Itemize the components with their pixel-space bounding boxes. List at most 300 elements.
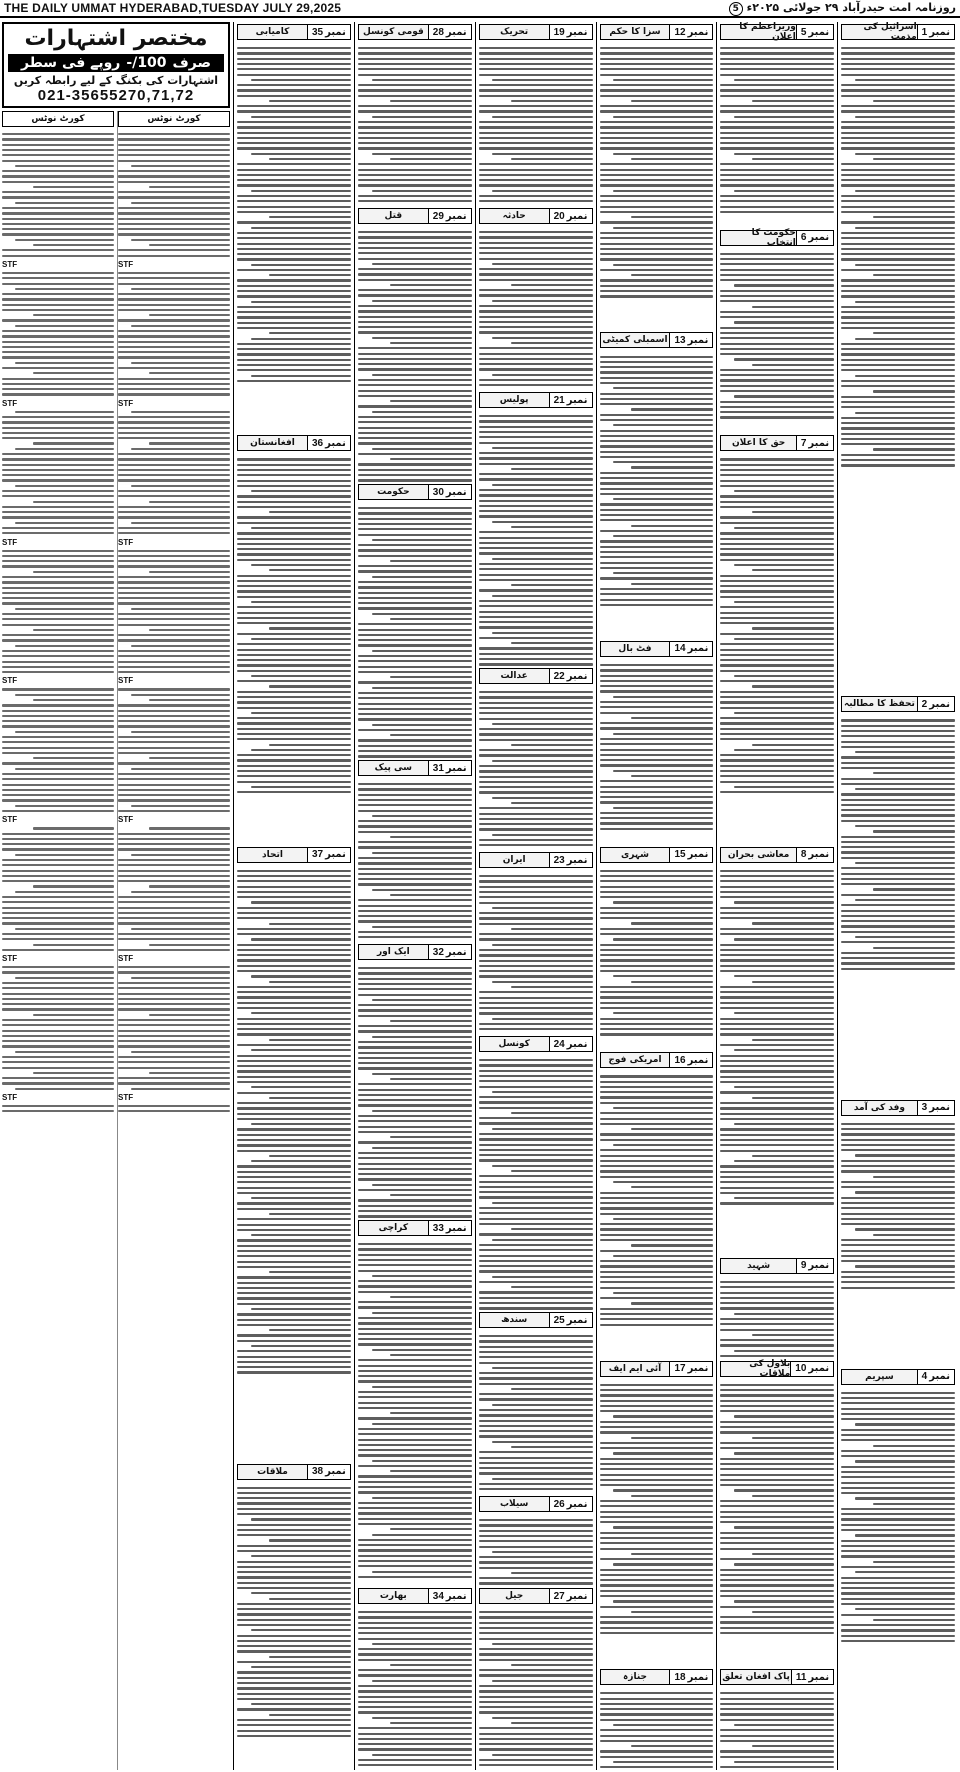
text-line [479,74,593,76]
story-number-label: نمبر [687,1054,709,1066]
story-body-text [358,1239,472,1586]
text-line [149,757,230,759]
text-line [479,917,593,919]
text-line [600,604,714,606]
text-line [2,762,114,764]
story-headline-bar [600,1361,714,1377]
text-line [841,163,955,165]
text-line [131,288,230,290]
text-line [358,453,472,455]
text-line [479,200,593,202]
text-line [237,1508,351,1510]
text-line [237,322,351,324]
story-title: آئی ایم ایف [601,1362,670,1376]
text-line [600,1228,714,1230]
text-line [600,1766,714,1768]
text-line [237,364,351,366]
text-line [720,759,834,761]
text-line [479,1627,593,1629]
text-line [600,269,714,271]
text-line [841,1202,955,1204]
text-line [358,623,472,625]
text-line [237,1250,351,1252]
news-story [237,1462,351,1770]
text-line [118,293,230,295]
story-title: حادثہ [480,209,549,223]
text-line [600,891,714,893]
text-line [600,1318,714,1320]
text-line [479,1159,593,1161]
text-line [720,311,834,313]
news-story [720,1667,834,1770]
text-line [2,747,114,749]
text-line [479,828,593,830]
text-line [841,814,955,816]
text-line [720,480,834,482]
ads-rate-label: صرف [172,55,212,71]
text-line [358,1380,472,1382]
story-body-text [479,1515,593,1586]
text-line [2,298,114,300]
text-line [118,255,230,257]
text-line [358,1248,472,1250]
text-line [613,79,713,81]
story-number [796,436,833,450]
text-line [2,170,114,172]
text-line [841,348,955,350]
news-story [479,206,593,390]
text-line [237,174,351,176]
text-line [720,1113,834,1115]
text-line [479,452,593,454]
text-line [131,239,230,241]
text-line [613,975,713,977]
text-line [873,1176,955,1178]
text-line [720,944,834,946]
text-line [149,629,230,631]
text-line [479,489,593,491]
text-line [372,815,472,817]
text-line [118,671,230,673]
text-line [511,1112,593,1114]
text-line [118,1067,230,1069]
text-line [720,137,834,139]
text-line [855,1608,955,1610]
text-line [873,830,955,832]
story-number [669,1053,712,1067]
text-line [841,1408,955,1410]
text-line [358,463,472,465]
text-line [358,52,472,54]
text-line [358,474,472,476]
text-line [600,1511,714,1513]
text-line [479,1659,593,1661]
text-line [720,580,834,582]
classified-ads-column [2,22,234,1770]
text-line [479,1414,593,1416]
text-line [600,258,714,260]
text-line [358,1205,472,1207]
text-line [358,920,472,922]
text-line [492,337,592,339]
text-line [511,1228,593,1230]
text-line [841,1529,955,1531]
story-headline-bar [358,1588,472,1604]
text-line [358,1407,472,1409]
text-line [358,1402,472,1404]
text-line [720,52,834,54]
text-line [479,310,593,312]
text-line [237,1224,351,1226]
text-line [720,1076,834,1078]
text-line [479,1472,593,1474]
text-line [720,516,834,518]
text-line [479,358,593,360]
text-line [358,1518,472,1520]
text-line [15,891,114,893]
story-title: جنازہ [601,1670,670,1684]
text-line [600,738,714,740]
stf-tag: STF [118,1092,134,1102]
text-line [2,661,114,663]
text-line [752,1334,834,1336]
text-line [479,179,593,181]
text-line [390,1528,472,1530]
text-line [734,1452,834,1454]
text-line [479,84,593,86]
text-line [118,752,230,754]
news-column-3 [596,22,717,1770]
text-line [2,293,114,295]
text-line [613,461,713,463]
story-number-label: نمبر [445,1590,467,1602]
text-line [492,907,592,909]
text-line [479,121,593,123]
text-line [720,965,834,967]
text-line [841,793,955,795]
text-line [613,1292,713,1294]
text-line [2,223,114,225]
text-line [237,248,351,250]
text-line [600,896,714,898]
text-line [841,1587,955,1589]
text-line [720,1292,834,1294]
text-line [600,1028,714,1030]
text-line [720,1150,834,1152]
text-line [372,1386,472,1388]
text-line [118,341,230,343]
text-line [479,58,593,60]
text-line [131,522,230,524]
text-line [118,864,230,866]
text-line [358,1259,472,1261]
text-line [237,944,351,946]
story-headline-bar [479,1036,593,1052]
text-line [600,1202,714,1204]
text-line [734,564,834,566]
text-line [720,1703,834,1705]
text-line [720,1187,834,1189]
text-line [390,618,472,620]
text-line [479,258,593,260]
text-line [358,1576,472,1578]
text-line [841,1170,955,1172]
text-line [600,285,714,287]
news-story [358,1218,472,1586]
text-line [841,248,955,250]
text-line [479,169,593,171]
story-number-value: 4 [921,1371,928,1383]
text-line [237,1118,351,1120]
text-line [358,1041,472,1043]
text-line [600,1447,714,1449]
text-line [358,1449,472,1451]
text-line [237,1582,351,1584]
text-line [358,1507,472,1509]
text-line [841,1476,955,1478]
text-line [390,458,472,460]
text-line [600,1740,714,1742]
text-line [720,891,834,893]
text-line [479,589,593,591]
text-line [33,244,114,246]
text-line [358,910,472,912]
text-line [237,1261,351,1263]
text-line [372,1460,472,1462]
text-line [720,717,834,719]
text-line [734,490,834,492]
text-line [237,917,351,919]
text-line [2,181,114,183]
text-line [358,1243,472,1245]
text-line [479,1669,593,1671]
text-line [237,1524,351,1526]
text-line [358,512,472,514]
text-line [2,624,114,626]
text-line [358,305,472,307]
news-column-2 [716,22,837,1770]
text-line [841,200,955,202]
text-line [358,549,472,551]
text-line [372,411,472,413]
text-line [855,116,955,118]
text-line [479,637,593,639]
text-line [600,1421,714,1423]
stf-tag: STF [118,398,134,408]
text-line [479,1138,593,1140]
text-line [149,501,230,503]
text-line [600,1223,714,1225]
text-line [390,400,472,402]
text-line [2,335,114,337]
text-line [237,770,351,772]
text-line [720,174,834,176]
text-line [118,833,230,835]
text-line [358,84,472,86]
text-line [720,1606,834,1608]
text-line [511,986,593,988]
text-line [237,458,351,460]
text-line [2,741,114,743]
text-line [15,485,114,487]
text-line [358,126,472,128]
story-body-text [720,1277,834,1359]
news-story [479,666,593,850]
text-line [720,1139,834,1141]
news-story [237,433,351,844]
text-line [492,300,592,302]
story-headline-bar [479,208,593,224]
text-line [841,211,955,213]
text-line [479,1519,593,1521]
text-line [390,1722,472,1724]
story-number-value: 24 [553,1038,565,1050]
text-line [492,447,592,449]
text-line [873,1503,955,1505]
text-line [841,1439,955,1441]
text-line [118,437,230,439]
text-line [600,279,714,281]
story-number-value: 32 [432,946,444,958]
story-title: افغانستان [238,436,307,450]
text-line [720,147,834,149]
text-line [600,690,714,692]
text-line [237,1139,351,1141]
text-line [358,1428,472,1430]
text-line [358,692,472,694]
text-line [631,1495,713,1497]
text-line [2,933,114,935]
text-line [734,1086,834,1088]
text-line [118,196,230,198]
story-title: سزا کا حکم [601,25,670,39]
text-line [237,606,351,608]
text-line [720,1537,834,1539]
text-line [841,89,955,91]
text-line [631,922,713,924]
text-line [841,783,955,785]
text-line [600,954,714,956]
text-line [720,132,834,134]
text-line [237,622,351,624]
text-line [2,875,114,877]
story-body-text [358,227,472,482]
text-line [752,158,834,160]
text-line [358,1727,472,1729]
text-line [358,1168,472,1170]
story-number-value: 26 [553,1498,565,1510]
text-line [118,330,230,332]
text-line [237,1282,351,1284]
text-line [855,79,955,81]
text-line [752,306,834,308]
text-line [237,1028,351,1030]
text-line [358,1653,472,1655]
text-line [118,378,230,380]
text-line [237,1693,351,1695]
text-line [358,660,472,662]
text-line [479,818,593,820]
text-line [390,676,472,678]
text-line [118,688,230,690]
text-line [131,608,230,610]
text-line [600,248,714,250]
text-line [479,426,593,428]
text-line [118,550,230,552]
text-line [631,1244,713,1246]
text-line [720,1060,834,1062]
text-line [2,912,114,914]
text-line [237,63,351,65]
text-line [600,1112,714,1114]
text-line [720,880,834,882]
text-line [479,537,593,539]
text-line [237,596,351,598]
text-line [600,1033,714,1035]
text-line [479,1096,593,1098]
text-line [841,1128,955,1130]
text-line [237,348,351,350]
text-line [720,1044,834,1046]
text-line [600,295,714,297]
text-line [720,696,834,698]
text-line [358,1359,472,1361]
english-title: THE DAILY UMMAT HYDERABAD,TUESDAY JULY 29,2025 [4,1,342,15]
text-line [358,1089,472,1091]
text-line [600,1590,714,1592]
text-line [600,664,714,666]
text-line [720,1484,834,1486]
text-line [600,1308,714,1310]
text-line [479,1012,593,1014]
text-line [372,79,472,81]
text-line [841,1429,955,1431]
text-line [734,190,834,192]
text-line [118,319,230,321]
text-line [720,1091,834,1093]
text-line [479,184,593,186]
text-line [720,1002,834,1004]
text-line [600,1002,714,1004]
text-line [479,1685,593,1687]
story-number-label: نمبر [445,210,467,222]
text-line [600,1234,714,1236]
text-line [855,264,955,266]
text-line [479,718,593,720]
story-number-label: نمبر [445,1222,467,1234]
text-line [479,1430,593,1432]
text-line [2,149,114,151]
text-line [2,479,114,481]
text-line [492,797,592,799]
text-line [841,804,955,806]
text-line [358,1555,472,1557]
text-line [358,316,472,318]
text-line [237,1650,351,1652]
text-line [873,274,955,276]
text-line [479,691,593,693]
text-line [131,977,230,979]
text-line [600,361,714,363]
story-number-label: نمبر [808,437,830,449]
text-line [358,1062,472,1064]
text-line [841,306,955,308]
text-line [720,875,834,877]
text-line [600,440,714,442]
text-line [15,202,114,204]
text-line [600,243,714,245]
text-line [841,735,955,737]
